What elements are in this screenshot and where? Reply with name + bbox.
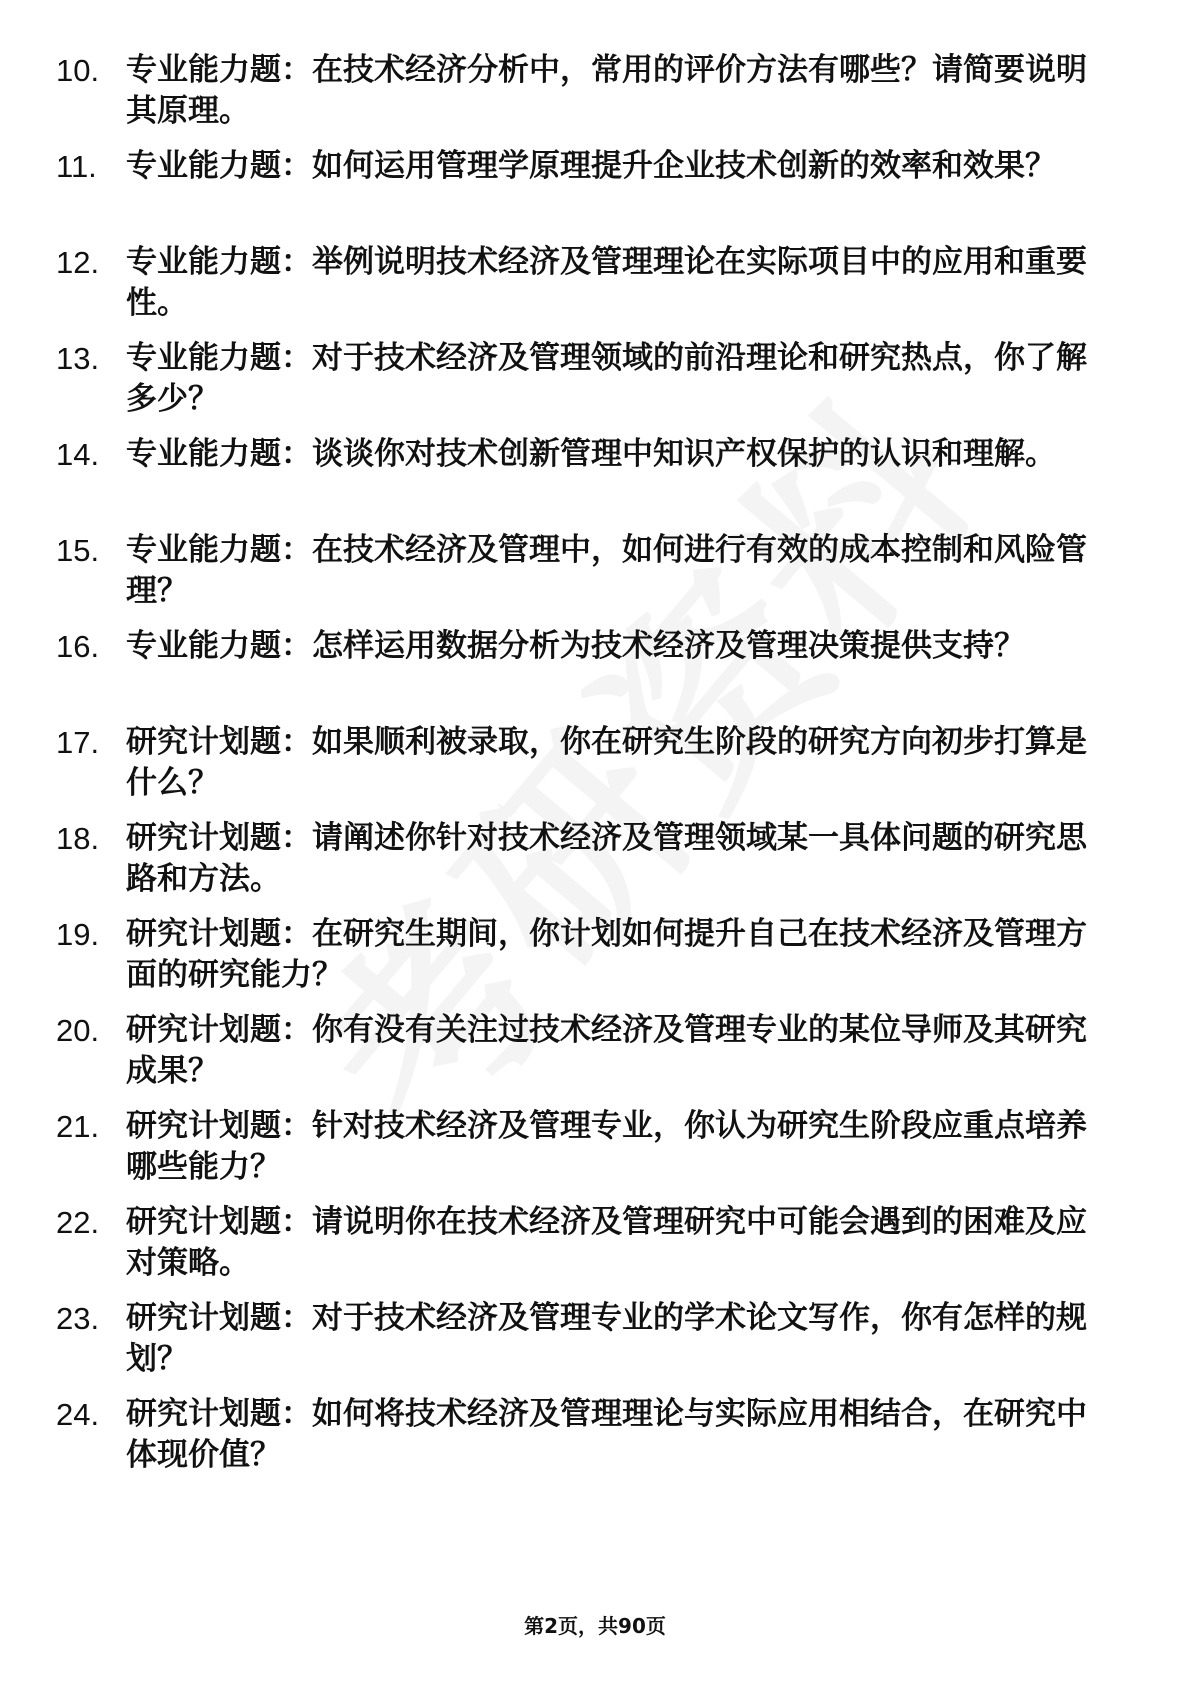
question-text [126, 914, 1116, 996]
question-text [126, 338, 1116, 420]
question-number: 15. [56, 533, 100, 568]
question-category: 专业能力题： [126, 340, 312, 376]
question-number: 21. [56, 1109, 100, 1144]
question-number: 17. [56, 725, 100, 760]
question-body: 对于技术经济及管理领域的前沿理论和研究热点，你了解多少？ [126, 340, 1087, 417]
question-item [56, 146, 1120, 238]
question-item [56, 1394, 1120, 1486]
question-text [126, 818, 1116, 900]
question-text [126, 146, 1116, 187]
question-text [126, 242, 1116, 324]
question-category: 研究计划题： [126, 916, 312, 952]
question-body: 请阐述你针对技术经济及管理领域某一具体问题的研究思路和方法。 [126, 820, 1087, 897]
question-text [126, 1298, 1116, 1380]
question-text [126, 1202, 1116, 1284]
question-item [56, 434, 1120, 526]
question-body: 如何运用管理学原理提升企业技术创新的效率和效果？ [312, 148, 1056, 184]
question-item [56, 914, 1120, 1006]
question-item [56, 338, 1120, 430]
question-category: 专业能力题： [126, 244, 312, 280]
question-number: 16. [56, 629, 100, 664]
question-number: 13. [56, 341, 100, 376]
question-number: 20. [56, 1013, 100, 1048]
question-category: 专业能力题： [126, 436, 312, 472]
question-body: 在技术经济及管理中，如何进行有效的成本控制和风险管理？ [126, 532, 1087, 609]
question-number: 19. [56, 917, 100, 952]
question-item [56, 722, 1120, 814]
question-text [126, 50, 1116, 132]
question-category: 研究计划题： [126, 820, 312, 856]
question-category: 研究计划题： [126, 1108, 312, 1144]
question-number: 10. [56, 53, 100, 88]
question-item [56, 1106, 1120, 1198]
question-category: 专业能力题： [126, 532, 312, 568]
question-item [56, 530, 1120, 622]
question-category: 研究计划题： [126, 1300, 312, 1336]
question-category: 研究计划题： [126, 724, 312, 760]
question-item [56, 1010, 1120, 1102]
question-body: 谈谈你对技术创新管理中知识产权保护的认识和理解。 [312, 436, 1056, 472]
page-number: 第2页，共90页 [524, 1614, 666, 1638]
question-text [126, 1394, 1116, 1476]
question-body: 在研究生期间，你计划如何提升自己在技术经济及管理方面的研究能力？ [126, 916, 1087, 993]
question-body: 对于技术经济及管理专业的学术论文写作，你有怎样的规划？ [126, 1300, 1087, 1377]
question-category: 研究计划题： [126, 1396, 312, 1432]
question-number: 24. [56, 1397, 100, 1432]
question-body: 请说明你在技术经济及管理研究中可能会遇到的困难及应对策略。 [126, 1204, 1087, 1281]
question-body: 怎样运用数据分析为技术经济及管理决策提供支持？ [312, 628, 1025, 664]
question-category: 专业能力题： [126, 628, 312, 664]
question-number: 14. [56, 437, 100, 472]
question-body: 你有没有关注过技术经济及管理专业的某位导师及其研究成果？ [126, 1012, 1087, 1089]
question-number: 12. [56, 245, 100, 280]
question-number: 11. [56, 149, 97, 184]
page-footer [0, 1610, 1190, 1639]
question-category: 研究计划题： [126, 1012, 312, 1048]
question-body: 如何将技术经济及管理理论与实际应用相结合，在研究中体现价值？ [126, 1396, 1087, 1473]
question-body: 如果顺利被录取，你在研究生阶段的研究方向初步打算是什么？ [126, 724, 1087, 801]
question-text [126, 626, 1116, 667]
question-item [56, 50, 1120, 142]
question-item [56, 242, 1120, 334]
question-item [56, 626, 1120, 718]
question-item [56, 1298, 1120, 1390]
question-category: 研究计划题： [126, 1204, 312, 1240]
question-category: 专业能力题： [126, 52, 312, 88]
question-text [126, 434, 1116, 475]
question-text [126, 530, 1116, 612]
question-text [126, 722, 1116, 804]
question-item [56, 1202, 1120, 1294]
question-body: 在技术经济分析中，常用的评价方法有哪些？请简要说明其原理。 [126, 52, 1087, 129]
question-body: 针对技术经济及管理专业，你认为研究生阶段应重点培养哪些能力？ [126, 1108, 1087, 1185]
question-text [126, 1106, 1116, 1188]
question-number: 18. [56, 821, 100, 856]
question-text [126, 1010, 1116, 1092]
question-number: 22. [56, 1205, 100, 1240]
question-item [56, 818, 1120, 910]
question-category: 专业能力题： [126, 148, 312, 184]
question-number: 23. [56, 1301, 100, 1336]
question-body: 举例说明技术经济及管理理论在实际项目中的应用和重要性。 [126, 244, 1087, 321]
